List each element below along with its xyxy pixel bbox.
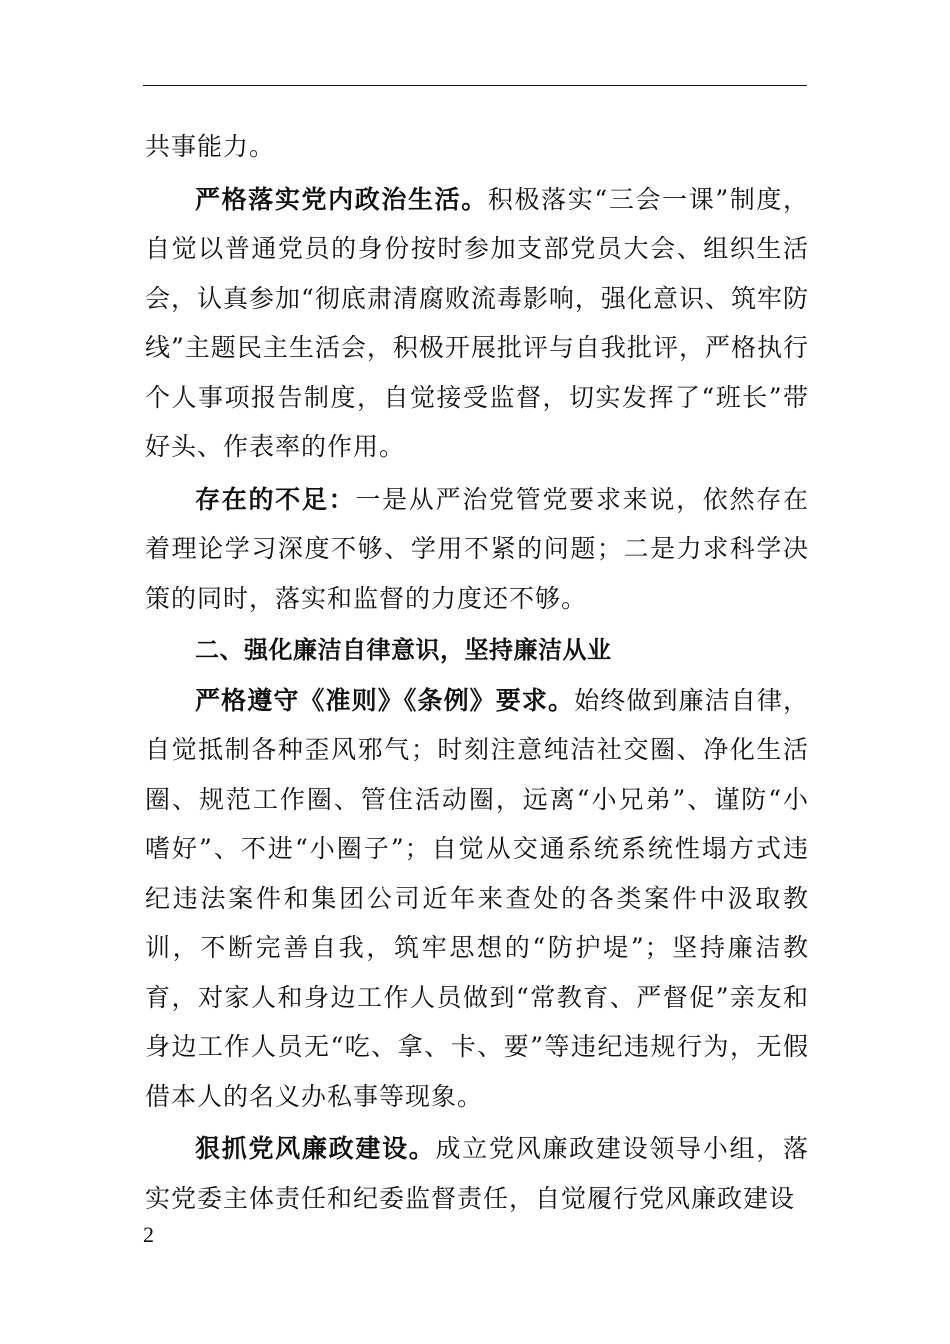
paragraph-party-political-life — [145, 175, 809, 472]
paragraph-lead: 狠抓党风廉政建设。 — [195, 1134, 436, 1163]
paragraph-text: 始终做到廉洁自律，自觉抵制各种歪风邪气；时刻注意纯洁社交圈、净化生活圈、规范工作圈、管住活动圈，远离“小兄弟”、谨防“小嗜好”、不进“小圈子”；自觉从交通系统系统性塌方式违纪违法案件和集团公司近年来查处的各类案件中汲取教训，不断完善自我，筑牢思想的“防护堤”；坚持廉洁教育，对家人和身边工作人员做到“常教育、严督促”亲友和身边工作人员无“吃、拿、卡、要”等违纪违规行为，无假借本人的名义办私事等现象。 — [145, 685, 809, 1111]
section-heading: 二、强化廉洁自律意识，坚持廉洁从业 — [195, 636, 612, 664]
paragraph-lead: 严格落实党内政治生活。 — [195, 184, 488, 214]
paragraph-text: 积极落实“三会一课”制度，自觉以普通党员的身份按时参加支部党员大会、组织生活会，认真参加“彻底肃清腐败流毒影响，强化意识、筑牢防线”主题民主生活会，积极开展批评与自我批评，严格执行个人事项报告制度，自觉接受监督，切实发挥了“班长”带好头、作表率的作用。 — [145, 184, 809, 461]
paragraph-text: 一是从严治党管党要求来说，依然存在着理论学习深度不够、学用不紧的问题；二是力求科学决策的同时，落实和监督的力度还不够。 — [145, 484, 809, 613]
paragraph-lead: 严格遵守《准则》《条例》要求。 — [195, 685, 575, 715]
paragraph-text: 成立党风廉政建设领导小组，落实党委主体责任和纪委监督责任，自觉履行党风廉政建设 — [145, 1134, 809, 1213]
document-body — [145, 122, 809, 1223]
paragraph-shortcomings — [145, 475, 809, 624]
paragraph-continuation — [145, 122, 809, 172]
paragraph-integrity-building — [145, 1124, 809, 1223]
paragraph-lead: 存在的不足： — [195, 484, 356, 514]
page-number: 2 — [143, 1222, 154, 1247]
header-rule — [143, 85, 807, 86]
paragraph-regulations — [145, 676, 809, 1122]
paragraph-text: 共事能力。 — [145, 132, 276, 161]
